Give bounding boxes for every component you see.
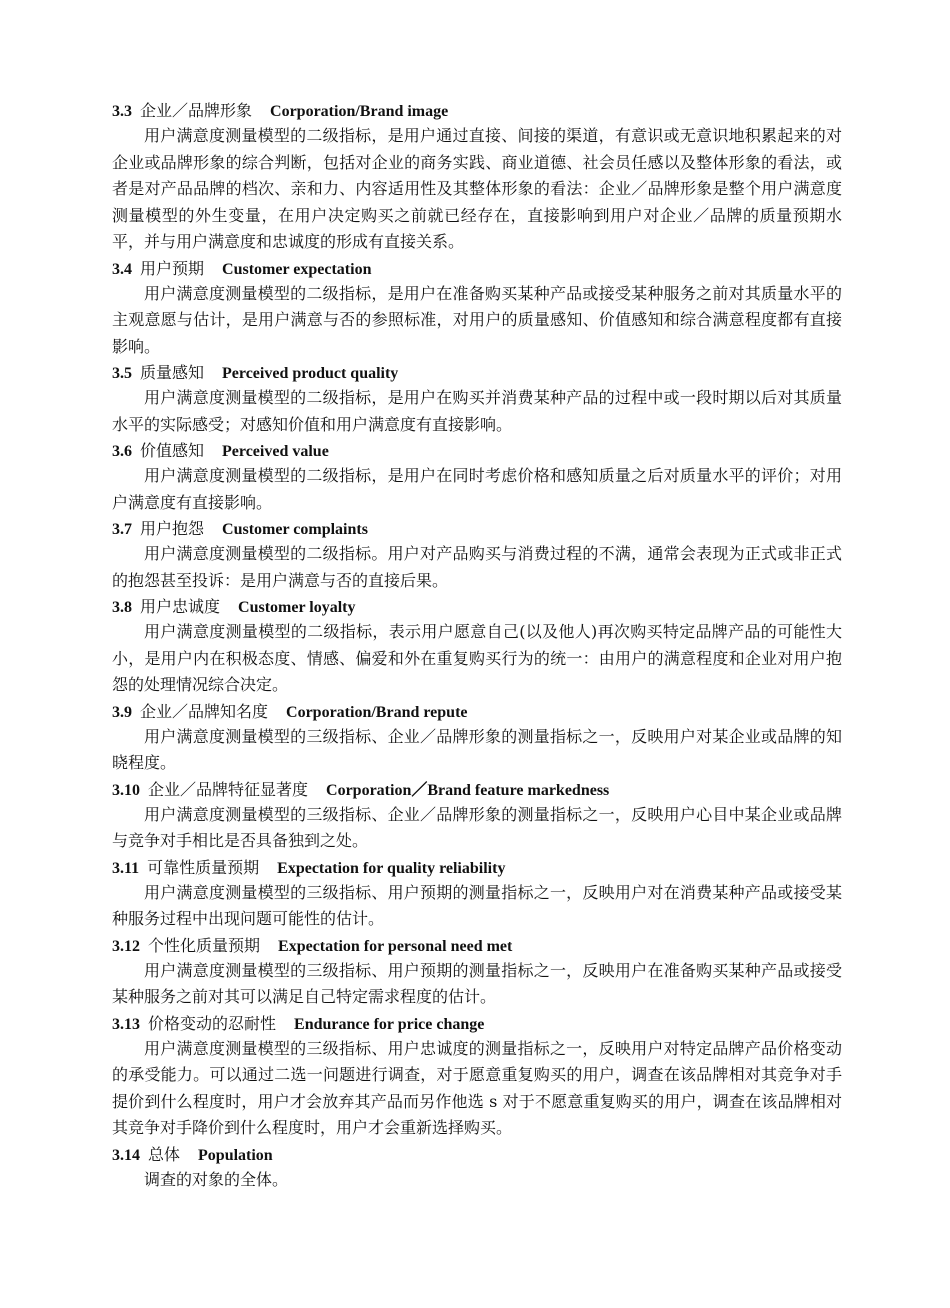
term-definition: 用户满意度测量模型的二级指标，是用户通过直接、间接的渠道，有意识或无意识地积累起来的对企业或品牌形象的综合判断，包括对企业的商务实践、商业道德、社会员任感以及整体形象的看法，或者是对产品品牌的档次、亲和力、内容适用性及其整体形象的看法：企业／品牌形象是整个用户满意度测量模型的外生变量，在用户决定购买之前就已经存在，直接影响到用户对企业／品牌的质量预期水平，并与用户满意度和忠诚度的形成有直接关系。 [112,126,842,251]
term-number: 3.13 [112,1015,140,1033]
term-entry-3-9 [112,699,842,777]
term-heading [112,438,842,463]
term-english: Perceived value [222,443,329,460]
term-english: Expectation for quality reliability [277,859,506,877]
term-heading [112,256,842,281]
term-english: Customer expectation [222,260,372,278]
term-chinese: 企业／品牌知名度 [140,701,269,721]
term-heading [112,1011,842,1036]
term-number: 3.3 [112,103,132,120]
term-heading [112,777,842,802]
term-english: Corporation/Brand repute [286,703,468,721]
term-heading [112,933,842,958]
term-number: 3.10 [112,781,140,799]
term-heading [112,360,842,385]
term-heading [112,98,842,123]
term-entry-3-14 [112,1142,842,1194]
term-entry-3-3 [112,98,842,256]
term-number: 3.8 [112,599,132,616]
term-heading [112,699,842,724]
term-number: 3.5 [112,365,132,382]
term-chinese: 用户预期 [140,258,205,278]
term-chinese: 个性化质量预期 [148,935,261,955]
term-entry-3-7 [112,516,842,594]
term-entry-3-12 [112,933,842,1011]
term-heading [112,516,842,541]
term-chinese: 价值感知 [140,441,205,460]
term-number: 3.11 [112,859,140,877]
term-definition: 用户满意度测量模型的三级指标、企业／品牌形象的测量指标之一，反映用户对某企业或品牌的知晓程度。 [112,726,842,772]
term-chinese: 用户忠诚度 [140,597,221,616]
term-english: Expectation for personal need met [278,937,513,955]
term-english: Corporation/Brand image [270,103,449,120]
term-entry-3-8 [112,594,842,699]
term-chinese: 可靠性质量预期 [147,857,260,877]
term-chinese: 企业／品牌形象 [140,101,253,120]
term-definition: 用户满意度测量模型的三级指标、用户预期的测量指标之一，反映用户对在消费某种产品或接受某种服务过程中出现问题可能性的估计。 [112,882,842,928]
term-english: Corporation／Brand feature markedness [326,781,610,799]
term-definition: 用户满意度测量模型的三级指标、用户预期的测量指标之一，反映用户在准备购买某种产品或接受某种服务之前对其可以满足自己特定需求程度的估计。 [112,960,842,1006]
term-entry-3-10 [112,777,842,855]
term-heading [112,594,842,619]
term-chinese: 价格变动的忍耐性 [148,1013,277,1033]
term-definition: 用户满意度测量模型的二级指标，表示用户愿意自己(以及他人)再次购买特定品牌产品的可能性大小，是用户内在积极态度、情感、偏爱和外在重复购买行为的统一：由用户的满意程度和企业对用户抱怨的处理情况综合决定。 [112,622,842,694]
term-definition: 用户满意度测量模型的二级指标，是用户在同时考虑价格和感知质量之后对质量水平的评价；对用户满意度有直接影响。 [112,466,842,512]
term-chinese: 总体 [148,1144,181,1164]
term-number: 3.4 [112,260,132,278]
term-definition: 用户满意度测量模型的二级指标，是用户在购买并消费某种产品的过程中或一段时期以后对其质量水平的实际感受；对感知价值和用户满意度有直接影响。 [112,388,842,434]
term-entry-3-11 [112,855,842,933]
term-definition: 用户满意度测量模型的二级指标。用户对产品购买与消费过程的不满，通常会表现为正式或非正式的抱怨甚至投诉：是用户满意与否的直接后果。 [112,544,842,590]
term-chinese: 企业／品牌特征显著度 [148,779,309,799]
term-number: 3.7 [112,521,132,538]
term-english: Perceived product quality [222,365,399,382]
term-number: 3.14 [112,1146,140,1164]
term-entry-3-6 [112,438,842,516]
term-number: 3.9 [112,703,132,721]
term-english: Customer complaints [222,521,368,538]
term-chinese: 用户抱怨 [140,519,205,538]
term-heading [112,1142,842,1167]
term-english: Population [198,1146,273,1164]
term-english: Endurance for price change [294,1015,485,1033]
term-definition: 调查的对象的全体。 [144,1169,289,1189]
term-entry-3-13 [112,1011,842,1142]
term-definition: 用户满意度测量模型的三级指标、用户忠诚度的测量指标之一，反映用户对特定品牌产品价格变动的承受能力。可以通过二选一问题进行调查，对于愿意重复购买的用户，调查在该品牌相对其竞争对手提价到什么程度时，用户才会放弃其产品而另作他选 s 对于不愿意重复购买的用户，调查在该品牌相对其竞争对手降价到什么程度时，用户才会重新选择购买。 [112,1038,842,1137]
term-entry-3-4 [112,256,842,361]
term-number: 3.12 [112,937,140,955]
term-english: Customer loyalty [238,599,356,616]
term-entry-3-5 [112,360,842,438]
term-number: 3.6 [112,443,132,460]
term-chinese: 质量感知 [140,363,205,382]
document-body [112,98,842,1193]
term-heading [112,855,842,880]
term-definition: 用户满意度测量模型的三级指标、企业／品牌形象的测量指标之一，反映用户心目中某企业或品牌与竞争对手相比是否具备独到之处。 [112,804,842,850]
term-definition: 用户满意度测量模型的二级指标，是用户在准备购买某种产品或接受某种服务之前对其质量水平的主观意愿与估计，是用户满意与否的参照标准，对用户的质量感知、价值感知和综合满意程度都有直接影响。 [112,283,842,356]
